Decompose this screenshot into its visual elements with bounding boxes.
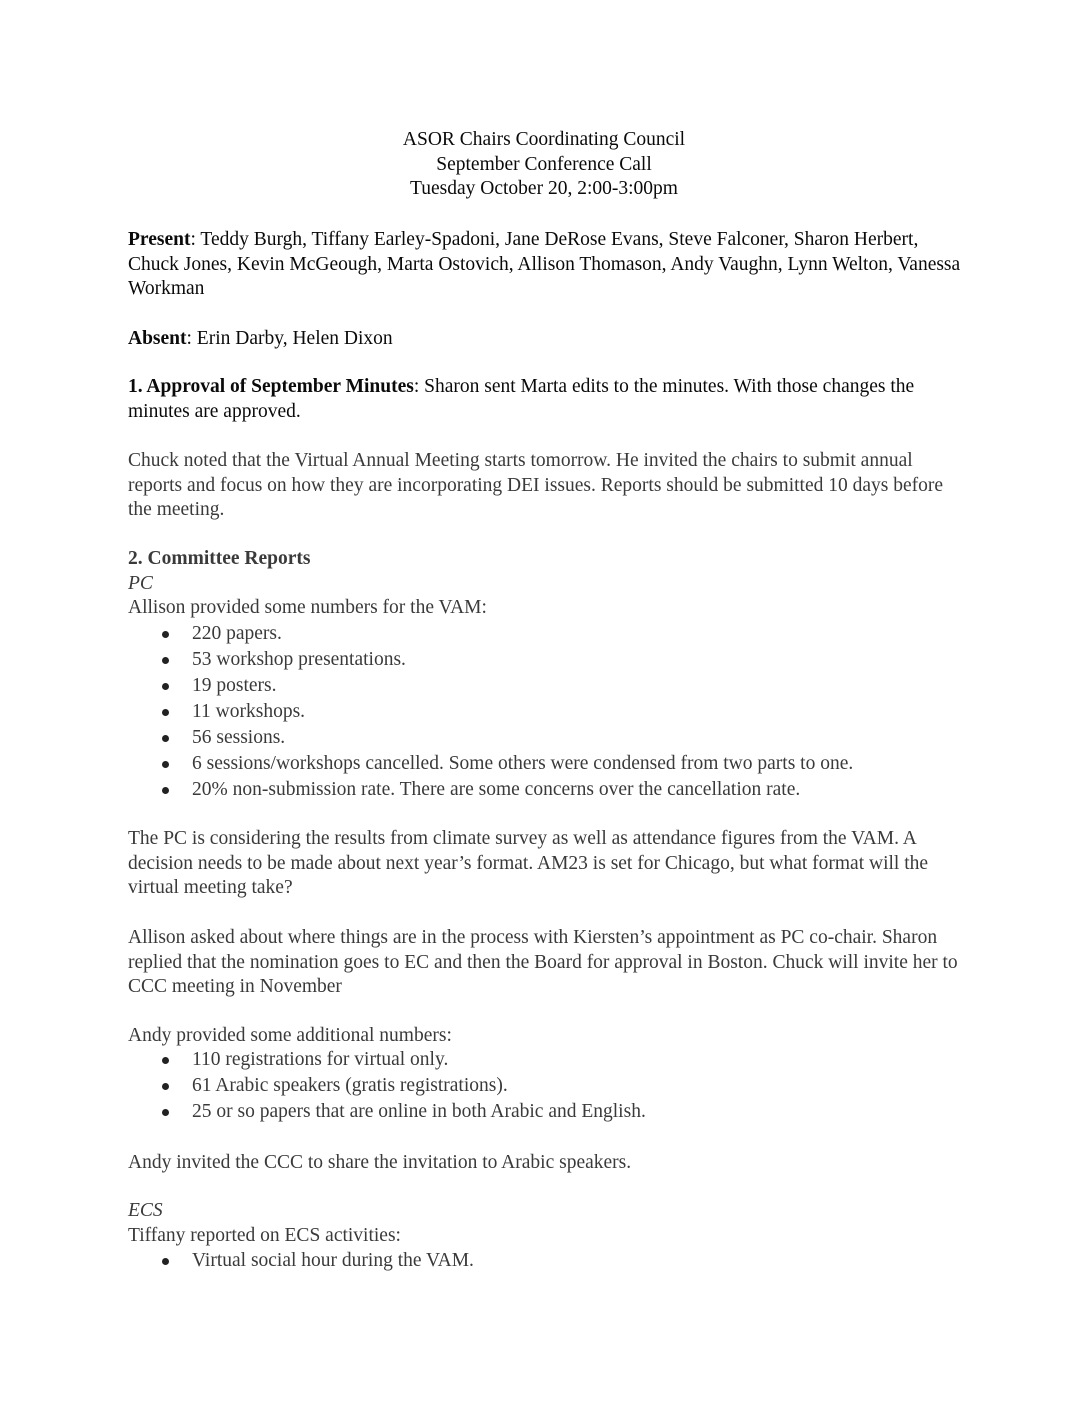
bullet-icon xyxy=(162,761,169,768)
present-text: : Teddy Burgh, Tiffany Earley-Spadoni, Jane DeRose Evans, Steve Falconer, Sharon Herbert, Chuck Jones, Kevin McGeough, Marta Ostovich, Allison Thomason, Andy Vaughn, Lynn Welton, Vanessa Workman xyxy=(128,229,961,299)
andy-intro: Andy provided some additional numbers: xyxy=(128,1025,452,1046)
document-header xyxy=(0,128,1088,202)
section-1-paragraph xyxy=(128,375,968,424)
list-item: 220 papers. xyxy=(128,621,968,647)
andy-list xyxy=(128,1047,968,1125)
ecs-intro: Tiffany reported on ECS activities: xyxy=(128,1224,401,1246)
ecs-list xyxy=(128,1248,968,1274)
pc-list xyxy=(128,621,968,803)
bullet-icon xyxy=(162,1057,169,1064)
list-item: 11 workshops. xyxy=(128,699,968,725)
section-1-heading: 1. Approval of September Minutes xyxy=(128,376,414,397)
list-item: 19 posters. xyxy=(128,673,968,699)
section-1-text: : Sharon sent Marta edits to the minutes. With those changes the minutes are approved. xyxy=(128,376,915,422)
bullet-icon xyxy=(162,709,169,716)
list-item: 56 sessions. xyxy=(128,725,968,751)
section-2 xyxy=(128,547,968,621)
header-subtitle: September Conference Call xyxy=(436,153,652,175)
bullet-icon xyxy=(162,787,169,794)
header-title: ASOR Chairs Coordinating Council xyxy=(402,129,686,150)
bullet-icon xyxy=(162,735,169,742)
bullet-icon xyxy=(162,631,169,638)
absent-text: : Erin Darby, Helen Dixon xyxy=(186,328,393,349)
section-2-heading: 2. Committee Reports xyxy=(128,548,311,569)
absent-label: Absent xyxy=(128,328,187,349)
list-item: 61 Arabic speakers (gratis registrations). xyxy=(128,1073,968,1099)
bullet-icon xyxy=(162,1258,169,1265)
pc-paragraph-1: The PC is considering the results from climate survey as well as attendance figures from the VAM. A decision needs to be made about next year’s format. AM23 is set for Chicago, but what format will the virtual meeting take? xyxy=(128,828,929,898)
bullet-icon xyxy=(162,657,169,664)
bullet-icon xyxy=(162,1109,169,1116)
ecs-section xyxy=(128,1199,968,1248)
pc-paragraph-2: Allison asked about where things are in the process with Kiersten’s appointment as PC co-chair. Sharon replied that the nomination goes to EC and then the Board for approval in Boston. Chuck will invite her to CCC meeting in November xyxy=(128,927,958,997)
header-date: Tuesday October 20, 2:00-3:00pm xyxy=(410,178,678,199)
list-item: 25 or so papers that are online in both Arabic and English. xyxy=(128,1099,968,1125)
list-item: 6 sessions/workshops cancelled. Some others were condensed from two parts to one. xyxy=(128,751,968,777)
bullet-icon xyxy=(162,683,169,690)
list-item: 110 registrations for virtual only. xyxy=(128,1047,968,1073)
bullet-icon xyxy=(162,1083,169,1090)
present-paragraph xyxy=(128,228,968,302)
pc-intro: Allison provided some numbers for the VAM: xyxy=(128,597,487,618)
ecs-label: ECS xyxy=(128,1200,163,1221)
absent-paragraph xyxy=(128,327,968,352)
present-label: Present xyxy=(128,229,191,250)
list-item: 20% non-submission rate. There are some concerns over the cancellation rate. xyxy=(128,777,968,803)
list-item: Virtual social hour during the VAM. xyxy=(128,1248,968,1274)
andy-paragraph: Andy invited the CCC to share the invitation to Arabic speakers. xyxy=(128,1152,632,1173)
pc-label: PC xyxy=(128,572,153,594)
chuck-note-paragraph: Chuck noted that the Virtual Annual Meeting starts tomorrow. He invited the chairs to submit annual reports and focus on how they are incorporating DEI issues. Reports should be submitted 10 days before the meeting. xyxy=(128,450,944,520)
list-item: 53 workshop presentations. xyxy=(128,647,968,673)
